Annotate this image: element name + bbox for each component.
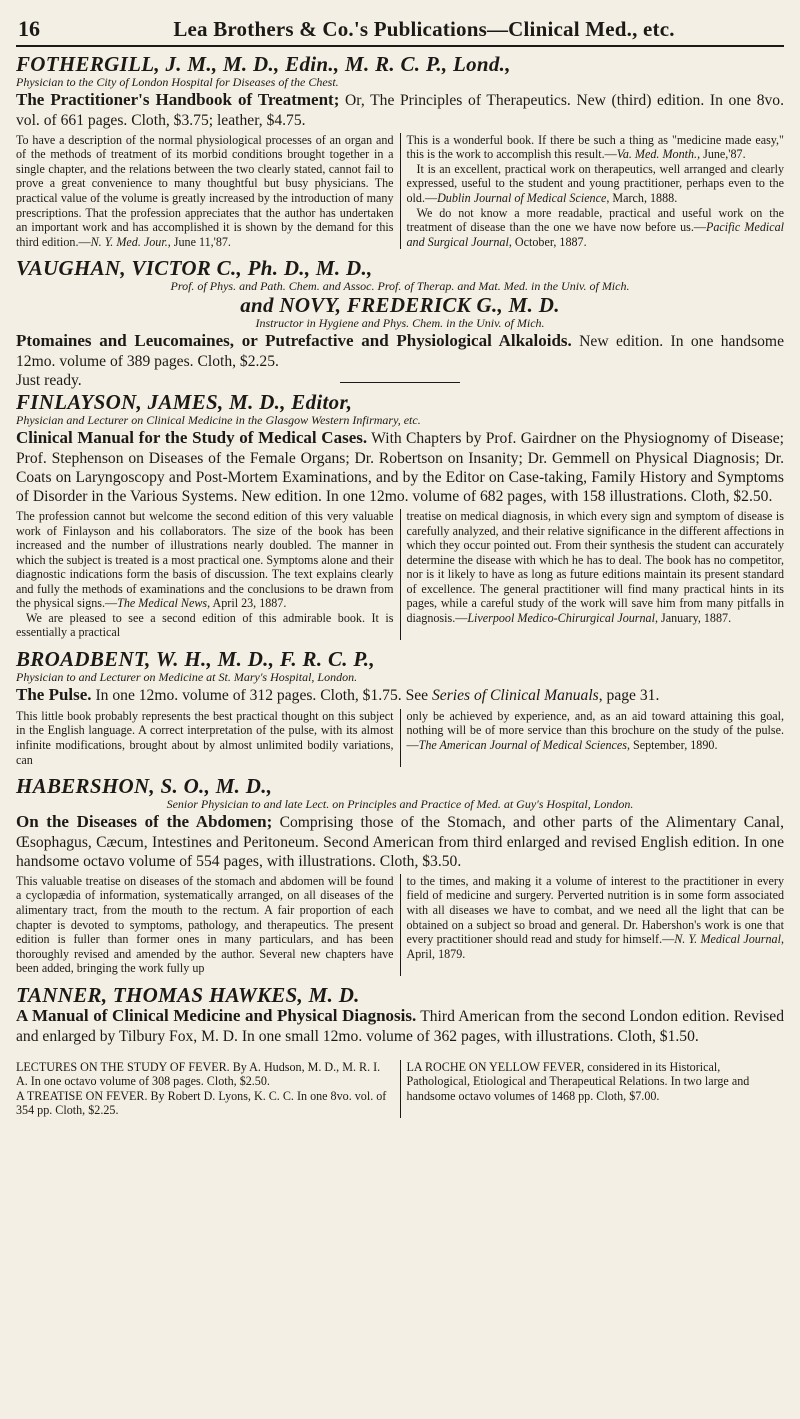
additional-titles-left: LECTURES ON THE STUDY OF FEVER. By A. Hudson, M. D., M. R. I. A. In one octavo volume of 308 pages. Cloth, $2.50. A TREATISE ON FEVER. By Robert D. Lyons, K. C. C. In one 8vo. vol. of 354 pp. Cloth, $2.25. — [16, 1059, 387, 1118]
entry-finlayson — [16, 391, 784, 640]
review-date: , September, 1890. — [626, 737, 718, 752]
book-details: New edition. In one handsome 12mo. volume of 389 pages. Cloth, $2.25. — [16, 333, 784, 371]
author-heading: FINLAYSON, JAMES, M. D., Editor, — [16, 390, 353, 415]
review-citation: Liverpool Medico-Chirurgical Journal — [467, 610, 655, 625]
author-heading: VAUGHAN, VICTOR C., Ph. D., M. D., — [16, 256, 373, 281]
review-right — [400, 133, 785, 250]
review-columns — [16, 709, 784, 767]
review-date: , March, 1888. — [606, 191, 678, 206]
review-left — [16, 133, 394, 250]
review-citation: The American Journal of Medical Sciences — [418, 737, 627, 752]
review-text: to the times, and making it a volume of interest to the practitioner in every field of medicine and surgery. Perverted nutrition is in some form associated with all diseases we have to combat, and we need all the light that can be obtained on a subject so broad and general. Dr. Habershon's work is one that every practitioner should read and study for himself.— — [406, 873, 784, 947]
author-affiliation: Senior Physician to and late Lect. on Principles and Practice of Med. at Guy's Hospital, London. — [166, 797, 634, 812]
coauthor-heading: and NOVY, FREDERICK G., M. D. — [240, 293, 560, 318]
additional-titles — [16, 1060, 784, 1118]
series-page: , page 31. — [598, 687, 660, 705]
author-heading: FOTHERGILL, J. M., M. D., Edin., M. R. C. P., Lond., — [16, 52, 511, 76]
page-number: 16 — [18, 16, 40, 41]
book-description — [16, 90, 784, 130]
review-text: The profession cannot but welcome the second edition of this very valuable work of Finlayson and his collaborators. The size of the book has been increased and the number of illustrations nearly doubled. The manner in which the subject is treated is a most practical one. Symptoms alone and their diagnostic indications form the basis of discussion. The text explains clearly and fully the methods of examinations and the conclusions to be drawn from the physical signs.— — [16, 508, 394, 611]
review-date: , April, 1879. — [406, 932, 784, 961]
book-title: Ptomaines and Leucomaines, or Putrefactive and Physiological Alkaloids. — [16, 331, 572, 351]
review-columns — [16, 874, 784, 976]
review-right — [400, 509, 785, 640]
review-right — [400, 874, 785, 976]
author-affiliation: Physician to and Lecturer on Medicine at St. Mary's Hospital, London. — [16, 670, 358, 685]
book-status: Just ready. — [16, 372, 82, 390]
review-text: This is a wonderful book. If there be such a thing as "medicine made easy," this is the work to accomplish this result.— — [406, 132, 784, 162]
book-title: A Manual of Clinical Medicine and Physical Diagnosis. — [16, 1005, 417, 1025]
review-columns — [16, 509, 784, 640]
book-details: With Chapters by Prof. Gairdner on the Physiognomy of Disease; Prof. Stephenson on Diseases of the Female Organs; Dr. Robertson on Insanity; Dr. Gemmell on Physical Diagnosis; Dr. Coats on Laryngoscopy and Post-Mortem Examinations, and by the Editor on Case-taking, Family History and Symptoms of Disorder in the Various Systems. New edition. In one 12mo. volume of 682 pages, with 158 illustrations. Cloth, $2.50. — [16, 430, 785, 505]
author-affiliation: Physician and Lecturer on Clinical Medicine in the Glasgow Western Infirmary, etc. — [16, 413, 421, 428]
review-left — [16, 709, 394, 767]
author-heading: TANNER, THOMAS HAWKES, M. D. — [16, 982, 360, 1007]
review-text: We do not know a more readable, practical and useful work on the treatment of disease than the one we have now before us.— — [406, 205, 784, 235]
review-left — [16, 509, 394, 640]
book-description — [16, 685, 784, 706]
review-citation: N. Y. Medical Journal — [674, 932, 781, 947]
review-date: , June 11,'87. — [167, 234, 231, 249]
author-heading: BROADBENT, W. H., M. D., F. R. C. P., — [16, 647, 375, 672]
book-description — [16, 331, 784, 371]
series-reference: Series of Clinical Manuals — [431, 687, 599, 705]
entry-tanner — [16, 984, 784, 1046]
review-citation: N. Y. Med. Jour. — [90, 234, 168, 249]
divider-rule — [340, 382, 460, 383]
entry-fothergill — [16, 53, 784, 249]
book-description — [16, 1006, 784, 1046]
running-head — [16, 16, 784, 47]
running-title: Lea Brothers & Co.'s Publications—Clinical Med., etc. — [173, 17, 675, 41]
entry-habershon — [16, 775, 784, 976]
additional-titles-right: LA ROCHE ON YELLOW FEVER, considered in its Historical, Pathological, Etiological and Therapeutical Relations. In two large and handsome octavo volumes of 1468 pp. Cloth, $7.00. — [400, 1060, 785, 1118]
review-text: To have a description of the normal physiological processes of an organ and of the methods of treatment of its morbid conditions brought together in a single chapter, and the relations between the two clearly stated, cannot fail to prove a great convenience to many thoughtful but busy physicians. The practical value of the volume is greatly increased by the introduction of many prescriptions. That the profession appreciates that the author has undertaken an important work and has accomplished it is shown by the demand for this third edition.— — [16, 132, 394, 249]
book-title: On the Diseases of the Abdomen; — [16, 812, 273, 832]
coauthor-affiliation: Instructor in Hygiene and Phys. Chem. in the Univ. of Mich. — [255, 316, 545, 331]
book-title: The Pulse. — [16, 685, 92, 705]
review-columns — [16, 133, 784, 250]
review-right — [400, 709, 785, 767]
review-text: only be achieved by experience, and, as an aid toward attaining this goal, nothing will be of more service than this brochure on the study of the pulse.— — [406, 708, 784, 752]
review-text: This valuable treatise on diseases of the stomach and abdomen will be found a cyclopædia of information, systematically arranged, on all diseases of the alimentary tract, from the mouth to the rectum. A fair proportion of each chapter is devoted to symptoms, pathology, and therapeutics. The present edition is fuller than former ones in many particulars, and has been thoroughly revised and amended by the author. Several new chapters have been added, bringing the work fully up — [16, 873, 394, 976]
review-date: , June,'87. — [697, 147, 746, 162]
review-citation: Pacific Medical and Surgical Journal — [406, 220, 784, 249]
book-details: Third American from the second London edition. Revised and enlarged by Tilbury Fox, M. D. In one small 12mo. volume of 362 pages, with illustrations. Cloth, $1.50. — [16, 1007, 784, 1045]
review-text: We are pleased to see a second edition of this admirable book. It is essentially a practical — [16, 610, 394, 640]
author-heading: HABERSHON, S. O., M. D., — [16, 774, 273, 799]
review-citation: The Medical News — [117, 596, 208, 611]
review-text: treatise on medical diagnosis, in which every sign and symptom of disease is carefully analyzed, and their relative significance in the different affections in which they occur pointed out. From their synthesis the student can accurately determine the disease with which he has to deal. The book has no competitor, nor is it likely to have as long as future editions maintain its present standard of excellence. The general practitioner will find many practical hints in its pages, while a careful study of the work will save him from many pitfalls in diagnosis.— — [406, 508, 784, 625]
review-text: This little book probably represents the best practical thought on this subject in the English language. A correct interpretation of the pulse, with its almost infinite modifications, brought about by almost unlimited bodily variations, can — [16, 708, 394, 767]
review-date: , April 23, 1887. — [207, 596, 287, 611]
review-date: , January, 1887. — [654, 610, 732, 625]
book-details: Comprising those of the Stomach, and other parts of the Alimentary Canal, Œsophagus, Cæcum, Intestines and Peritoneum. Second American from third enlarged and revised English edition. In one handsome octavo volume of 554 pages, with illustrations. Cloth, $3.50. — [16, 814, 785, 870]
review-citation: Va. Med. Month. — [616, 147, 698, 162]
entry-vaughan-novy — [16, 256, 784, 390]
entry-broadbent — [16, 648, 784, 767]
book-details: In one 12mo. volume of 312 pages. Cloth, $1.75. See — [91, 687, 432, 705]
review-date: , October, 1887. — [508, 234, 587, 249]
review-citation: Dublin Journal of Medical Science — [437, 191, 607, 206]
book-title: The Practitioner's Handbook of Treatment; — [16, 90, 340, 110]
review-text: It is an excellent, practical work on therapeutics, well arranged and clearly expressed, useful to the student and young practitioner, perhaps even to the old.— — [406, 161, 784, 206]
review-left — [16, 874, 394, 976]
book-description — [16, 428, 784, 506]
author-affiliation: Physician to the City of London Hospital for Diseases of the Chest. — [16, 75, 339, 90]
book-details: Or, The Principles of Therapeutics. New (third) edition. In one 8vo. vol. of 661 pages. Cloth, $3.75; leather, $4.75. — [16, 92, 784, 129]
book-description — [16, 812, 784, 871]
author-affiliation: Prof. of Phys. and Path. Chem. and Assoc. Prof. of Therap. and Mat. Med. in the Univ. of Mich. — [170, 279, 630, 294]
book-title: Clinical Manual for the Study of Medical Cases. — [16, 428, 368, 448]
